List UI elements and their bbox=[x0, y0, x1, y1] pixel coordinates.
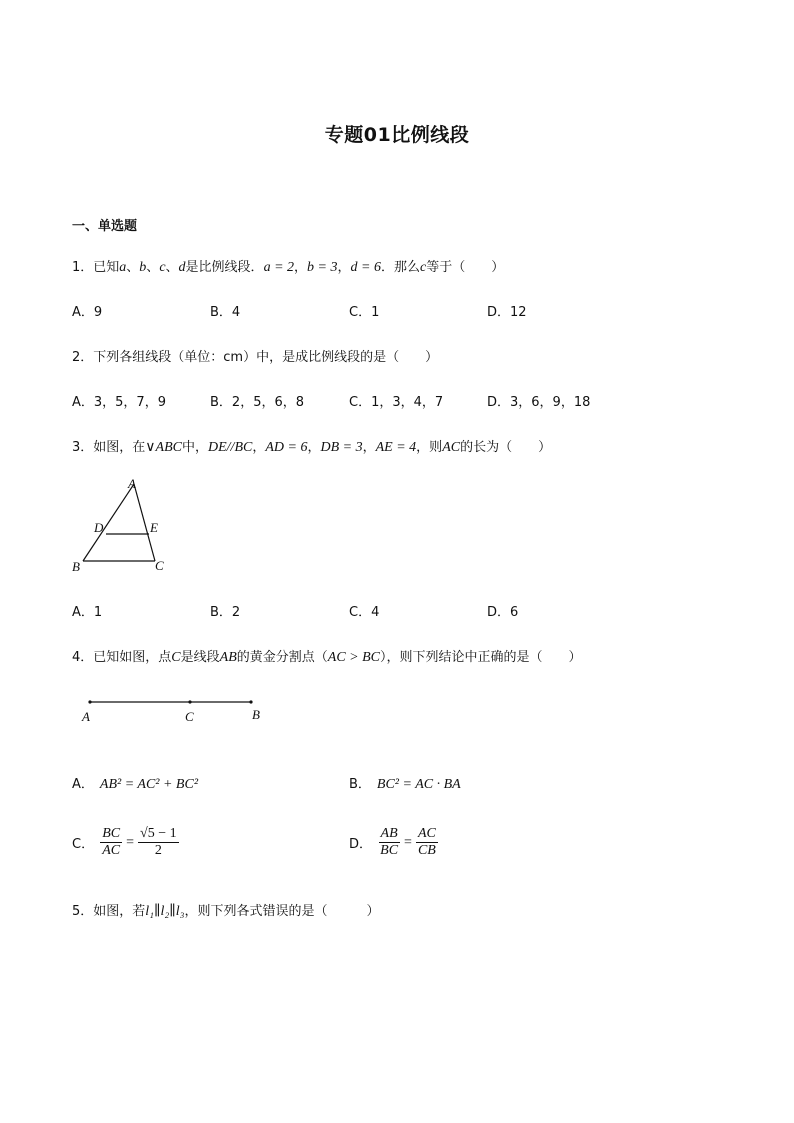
q3-triangle: ∨ABC bbox=[145, 440, 182, 455]
label-b: B bbox=[72, 559, 80, 574]
q3-cond2: AD = 6 bbox=[265, 440, 308, 455]
q3-cond3: DB = 3 bbox=[320, 440, 363, 455]
rhs-numerator: AC bbox=[417, 826, 436, 841]
q4-option-c-lhs bbox=[100, 826, 122, 859]
q1-var-c: c bbox=[159, 260, 166, 275]
point-b bbox=[249, 700, 252, 703]
equals-sign: = bbox=[404, 834, 412, 850]
q1-var-b: b bbox=[139, 260, 147, 275]
q2-option-d[interactable]: D．3，6，9，18 bbox=[487, 395, 591, 410]
lhs-numerator: AB bbox=[380, 826, 398, 841]
q4-option-c[interactable] bbox=[72, 826, 181, 859]
q2-option-a[interactable]: A．3，5，7，9 bbox=[72, 395, 166, 410]
q3-option-c[interactable]: C．4 bbox=[349, 605, 380, 620]
q1-option-a[interactable]: A．9 bbox=[72, 305, 103, 320]
q5-condition: l₁∥l₂∥l₃ bbox=[145, 904, 185, 919]
label-d: D bbox=[94, 520, 104, 535]
q2-option-c[interactable]: C．1，3，4，7 bbox=[349, 395, 444, 410]
q1-option-b[interactable]: B．4 bbox=[210, 305, 241, 320]
q1-sep1: 、 bbox=[126, 260, 140, 275]
equals-sign: = bbox=[126, 834, 135, 850]
q4-option-c-label: C． bbox=[72, 837, 95, 852]
q1-eq3: d = 6 bbox=[350, 260, 381, 275]
q4-option-a-formula: AB² = AC² + BC² bbox=[99, 777, 199, 792]
q1-mid2: ．那么 bbox=[380, 260, 420, 275]
q4-option-d[interactable] bbox=[349, 826, 440, 859]
q1-suffix: 等于（ ） bbox=[426, 260, 505, 275]
q1-sep3: 、 bbox=[165, 260, 179, 275]
point-c bbox=[188, 700, 191, 703]
q5-prefix: 5．如图，若 bbox=[72, 904, 146, 919]
q4-option-d-label: D． bbox=[349, 837, 373, 852]
question-4 bbox=[72, 646, 582, 666]
q3-target: AC bbox=[442, 440, 461, 455]
q4-suffix: ），则下列结论中正确的是（ ） bbox=[380, 650, 582, 665]
q1-prefix: 1．已知 bbox=[72, 260, 120, 275]
q4-mid2: 的黄金分割点（ bbox=[236, 650, 328, 665]
q3-option-b[interactable]: B．2 bbox=[210, 605, 241, 620]
side-ab bbox=[83, 484, 134, 561]
q1-eq1: a = 2 bbox=[263, 260, 295, 275]
q4-option-d-lhs bbox=[378, 826, 400, 859]
q4-option-b-label: B． bbox=[349, 777, 371, 792]
q2-option-b[interactable]: B．2，5，6，8 bbox=[210, 395, 305, 410]
label-e: E bbox=[150, 520, 158, 535]
q4-segment-figure bbox=[76, 692, 276, 728]
label-c: C bbox=[185, 709, 194, 724]
q1-var-a: a bbox=[119, 260, 127, 275]
q4-prefix: 4．已知如图，点 bbox=[72, 650, 172, 665]
label-a: A bbox=[82, 709, 90, 724]
q4-option-a[interactable] bbox=[72, 773, 198, 793]
q3-comma3: ， bbox=[362, 440, 376, 455]
q4-option-c-rhs bbox=[138, 826, 179, 859]
page-title: 专题01比例线段 bbox=[324, 124, 470, 146]
q1-option-c[interactable]: C．1 bbox=[349, 305, 380, 320]
label-a: A bbox=[128, 476, 136, 491]
q3-cond4: AE = 4 bbox=[375, 440, 417, 455]
q1-comma2: ， bbox=[337, 260, 351, 275]
q3-cond1: DE//BC bbox=[208, 440, 253, 455]
q4-option-b[interactable] bbox=[349, 773, 461, 793]
question-3 bbox=[72, 436, 551, 456]
q3-mid2: ，则 bbox=[416, 440, 443, 455]
label-b: B bbox=[252, 707, 260, 722]
question-2: 2．下列各组线段（单位：cm）中，是成比例线段的是（ ） bbox=[72, 350, 439, 365]
q4-point-c: C bbox=[171, 650, 181, 665]
q1-eq2: b = 3 bbox=[307, 260, 338, 275]
q4-option-d-rhs bbox=[416, 826, 438, 859]
q3-suffix: 的长为（ ） bbox=[460, 440, 552, 455]
q1-comma1: ， bbox=[294, 260, 308, 275]
q3-triangle-figure bbox=[66, 474, 186, 578]
rhs-numerator: √5 − 1 bbox=[140, 826, 177, 841]
q3-comma2: ， bbox=[307, 440, 321, 455]
q3-mid: 中， bbox=[181, 440, 208, 455]
q4-option-a-label: A． bbox=[72, 777, 94, 792]
q4-condition: AC > BC bbox=[327, 650, 380, 665]
rhs-denominator: CB bbox=[417, 843, 436, 858]
q3-prefix: 3．如图，在 bbox=[72, 440, 146, 455]
q4-mid: 是线段 bbox=[180, 650, 220, 665]
q5-suffix: ，则下列各式错误的是（ ） bbox=[184, 904, 380, 919]
section-heading: 一、单选题 bbox=[72, 219, 138, 234]
q1-var-c2: c bbox=[419, 260, 427, 275]
q3-option-d[interactable]: D．6 bbox=[487, 605, 519, 620]
lhs-denominator: AC bbox=[102, 843, 121, 858]
q1-sep2: 、 bbox=[146, 260, 160, 275]
rhs-denominator: 2 bbox=[154, 843, 162, 858]
question-1 bbox=[72, 256, 504, 276]
q1-mid: 是比例线段． bbox=[185, 260, 264, 275]
q4-segment: AB bbox=[219, 650, 237, 665]
lhs-numerator: BC bbox=[102, 826, 121, 841]
point-a bbox=[88, 700, 91, 703]
q1-option-d[interactable]: D．12 bbox=[487, 305, 527, 320]
q4-option-b-formula: BC² = AC · BA bbox=[376, 777, 461, 792]
question-5 bbox=[72, 900, 380, 920]
label-c: C bbox=[155, 558, 164, 573]
lhs-denominator: BC bbox=[380, 843, 399, 858]
q3-comma1: ， bbox=[252, 440, 266, 455]
q1-var-d: d bbox=[178, 260, 186, 275]
q3-option-a[interactable]: A．1 bbox=[72, 605, 103, 620]
